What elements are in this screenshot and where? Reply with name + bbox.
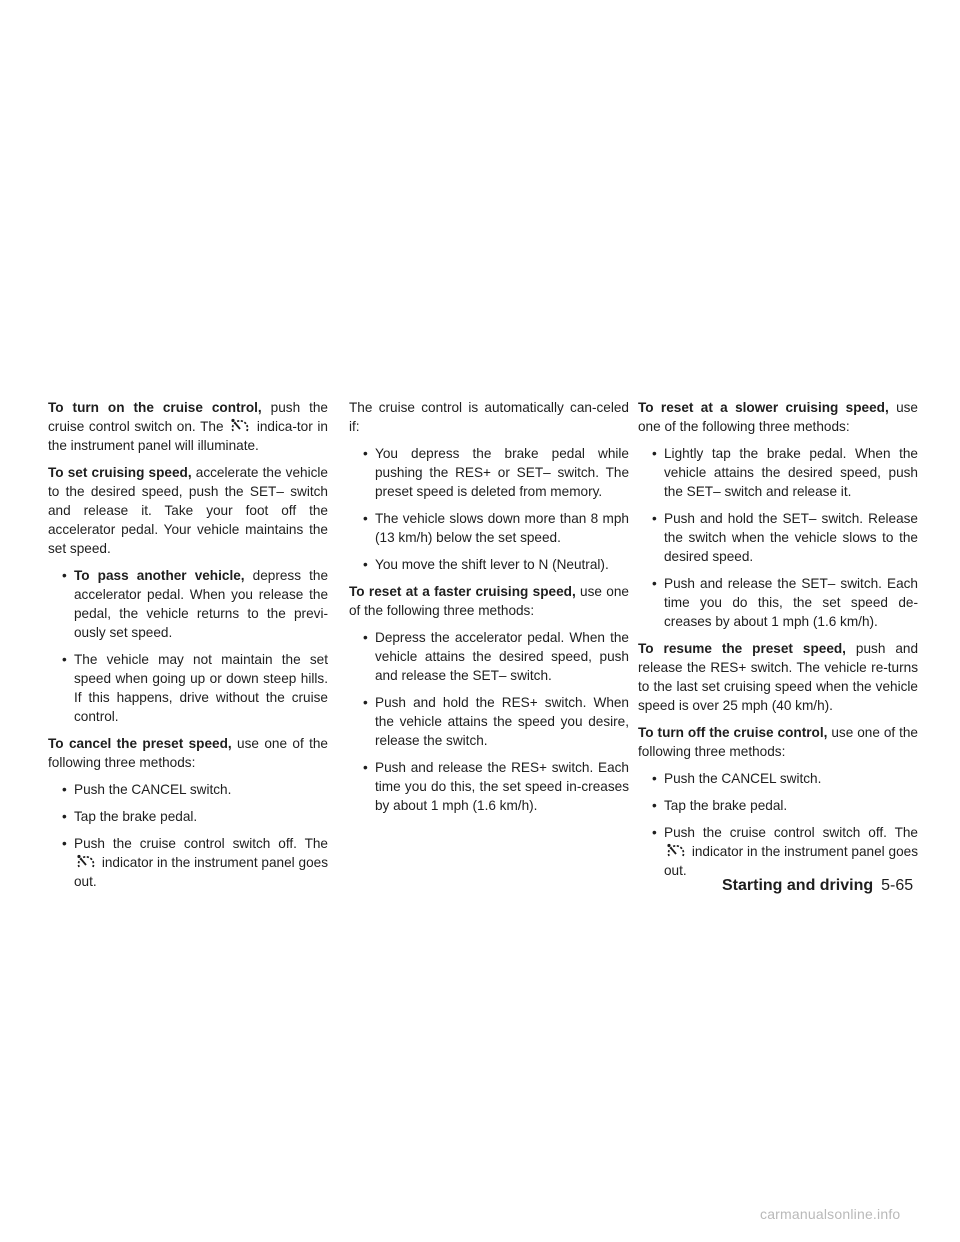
- cruise-control-indicator-icon: [76, 854, 96, 870]
- list-faster: [349, 628, 629, 815]
- column-3: [638, 398, 918, 888]
- watermark: carmanualsonline.info: [760, 1206, 901, 1222]
- list-item: • To pass another vehicle, depress the accelerator pedal. When you release the pedal, the vehicle returns to the previ-ously set speed.: [48, 566, 328, 642]
- list-item: • The vehicle slows down more than 8 mph (13 km/h) below the set speed.: [349, 509, 629, 547]
- list-item: • The vehicle may not maintain the set speed when going up or down steep hills. If this happens, drive without the cruise control.: [48, 650, 328, 726]
- cruise-control-indicator-icon: [666, 843, 686, 859]
- list-auto-cancel: [349, 444, 629, 574]
- page-footer: [722, 876, 913, 896]
- list-slower: [638, 444, 918, 631]
- list-item: • Push the cruise control switch off. The indicator in the instrument panel goes out.: [638, 823, 918, 880]
- list-item: • Push the CANCEL switch.: [638, 769, 918, 788]
- cruise-control-indicator-icon: [230, 418, 250, 434]
- column-2: [349, 398, 629, 823]
- column-1: [48, 398, 328, 899]
- paragraph-cancel: To cancel the preset speed, use one of the following three methods:: [48, 736, 328, 770]
- heading-slower: To reset at a slower cruising speed,: [638, 400, 889, 415]
- paragraph-resume: To resume the preset speed, push and release the RES+ switch. The vehicle re-turns to the last set cruising speed when the vehicle speed is over 25 mph (40 km/h).: [638, 641, 918, 713]
- list-turn-off: [638, 769, 918, 880]
- list-item: • Tap the brake pedal.: [48, 807, 328, 826]
- list-item: • You depress the brake pedal while pushing the RES+ or SET– switch. The preset speed is deleted from memory.: [349, 444, 629, 501]
- list-item: • Push and release the SET– switch. Each time you do this, the set speed de-creases by about 1 mph (1.6 km/h).: [638, 574, 918, 631]
- list-cancel: [48, 780, 328, 891]
- paragraph-auto-cancel: The cruise control is automatically can-celed if:: [349, 400, 629, 434]
- page-number: 5-65: [881, 877, 914, 894]
- paragraph-set-speed: To set cruising speed, accelerate the vehicle to the desired speed, push the SET– switch and release it. Take your foot off the accelerator pedal. Your vehicle maintains the set speed.: [48, 465, 328, 556]
- list-item: • Push the cruise control switch off. The indicator in the instrument panel goes out.: [48, 834, 328, 891]
- paragraph-turn-on: To turn on the cruise control, push the cruise control switch on. The indica-tor in the instrument panel will illuminate.: [48, 400, 328, 453]
- list-item: • Push and hold the SET– switch. Release the switch when the vehicle slows to the desired speed.: [638, 509, 918, 566]
- paragraph-faster: To reset at a faster cruising speed, use one of the following three methods:: [349, 584, 629, 618]
- list-item: • Push the CANCEL switch.: [48, 780, 328, 799]
- heading-turn-off: To turn off the cruise control,: [638, 725, 828, 740]
- heading-turn-on: To turn on the cruise control,: [48, 400, 262, 415]
- section-title: Starting and driving: [722, 877, 874, 894]
- heading-cancel: To cancel the preset speed,: [48, 736, 232, 751]
- list-set-speed: [48, 566, 328, 726]
- list-item: • You move the shift lever to N (Neutral).: [349, 555, 629, 574]
- list-item: • Depress the accelerator pedal. When the vehicle attains the desired speed, push and release the SET– switch.: [349, 628, 629, 685]
- heading-set-speed: To set cruising speed,: [48, 465, 192, 480]
- list-item: • Tap the brake pedal.: [638, 796, 918, 815]
- list-item: • Lightly tap the brake pedal. When the vehicle attains the desired speed, push the SET– switch and release it.: [638, 444, 918, 501]
- paragraph-turn-off: To turn off the cruise control, use one of the following three methods:: [638, 725, 918, 759]
- heading-faster: To reset at a faster cruising speed,: [349, 584, 576, 599]
- paragraph-slower: To reset at a slower cruising speed, use one of the following three methods:: [638, 400, 918, 434]
- heading-resume: To resume the preset speed,: [638, 641, 846, 656]
- list-item: • Push and release the RES+ switch. Each time you do this, the set speed in-creases by about 1 mph (1.6 km/h).: [349, 758, 629, 815]
- list-item: • Push and hold the RES+ switch. When the vehicle attains the speed you desire, release the switch.: [349, 693, 629, 750]
